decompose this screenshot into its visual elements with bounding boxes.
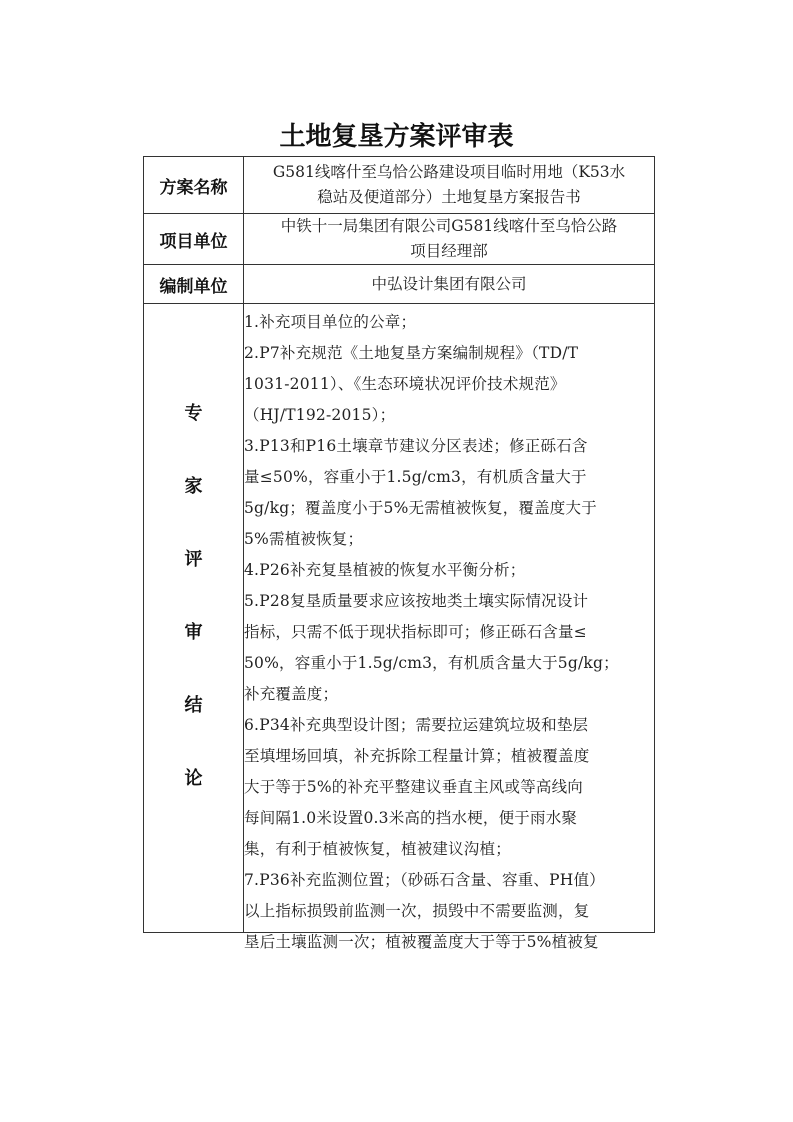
opinion-line: 补充覆盖度； <box>244 684 339 703</box>
opinion-line: 1031-2011）、《生态环境状况评价技术规范》 <box>244 374 566 393</box>
table-row-scheme-name <box>144 157 655 214</box>
opinion-line: 5.P28复垦质量要求应该按地类土壤实际情况设计 <box>244 591 589 610</box>
opinion-label-char: 论 <box>184 768 203 789</box>
value-line: 项目经理部 <box>410 242 488 260</box>
opinion-line: 以上指标损毁前监测一次，损毁中不需要监测，复 <box>244 901 590 920</box>
table-row-compiling-unit <box>144 265 655 304</box>
opinion-line: 6.P34补充典型设计图；需要拉运建筑垃圾和垫层 <box>244 715 589 734</box>
opinion-line: 至填埋场回填，补充拆除工程量计算；植被覆盖度 <box>244 746 590 765</box>
opinion-label-char: 评 <box>184 549 203 570</box>
page-title: 土地复垦方案评审表 <box>279 122 514 152</box>
table-row-expert-opinion <box>144 304 655 933</box>
value-project-unit <box>244 214 655 265</box>
label-scheme-name: 方案名称 <box>144 157 244 214</box>
opinion-line: （HJ/T192-2015）； <box>244 405 396 424</box>
opinion-label-char: 结 <box>184 695 203 716</box>
label-project-unit: 项目单位 <box>144 214 244 265</box>
opinion-line: 5%需植被恢复； <box>244 529 364 548</box>
opinion-line: 垦后土壤监测一次；植被覆盖度大于等于5%植被复 <box>244 932 599 951</box>
opinion-line: 50%，容重小于1.5g/cm3，有机质含量大于5g/kg； <box>244 653 619 672</box>
opinion-line: 集，有利于植被恢复，植被建议沟植； <box>244 839 511 858</box>
expert-opinion-content <box>244 304 655 951</box>
opinion-line: 5g/kg；覆盖度小于5%无需植被恢复，覆盖度大于 <box>244 498 597 517</box>
value-line: 中弘设计集团有限公司 <box>371 274 527 293</box>
value-line: G581线喀什至乌恰公路建设项目临时用地（K53水 <box>272 163 626 181</box>
table-row-project-unit <box>144 214 655 265</box>
opinion-label-char: 审 <box>184 622 203 643</box>
opinion-line: 指标，只需不低于现状指标即可；修正砾石含量≤ <box>244 622 587 641</box>
opinion-line: 2.P7补充规范《土地复垦方案编制规程》（TD/T <box>244 343 579 362</box>
opinion-line: 1.补充项目单位的公章； <box>244 312 417 331</box>
review-table <box>143 156 655 951</box>
label-compiling-unit: 编制单位 <box>144 265 244 304</box>
value-scheme-name <box>244 157 655 214</box>
opinion-line: 4.P26补充复垦植被的恢复水平衡分析； <box>244 560 526 579</box>
value-line: 稳站及便道部分）土地复垦方案报告书 <box>317 188 581 206</box>
value-line: 中铁十一局集团有限公司G581线喀什至乌恰公路 <box>280 217 618 235</box>
value-compiling-unit <box>244 265 655 304</box>
opinion-line: 3.P13和P16土壤章节建议分区表述；修正砾石含 <box>244 436 588 455</box>
opinion-line: 大于等于5%的补充平整建议垂直主风或等高线向 <box>244 777 583 796</box>
opinion-line: 每间隔1.0米设置0.3米高的挡水梗，便于雨水聚 <box>244 808 578 827</box>
opinion-line: 量≤50%，容重小于1.5g/cm3，有机质含量大于 <box>244 467 587 486</box>
label-expert-opinion <box>144 304 244 933</box>
opinion-label-char: 专 <box>184 403 203 424</box>
opinion-line: 7.P36补充监测位置；（砂砾石含量、容重、PH值） <box>244 870 605 889</box>
opinion-label-char: 家 <box>184 476 203 497</box>
